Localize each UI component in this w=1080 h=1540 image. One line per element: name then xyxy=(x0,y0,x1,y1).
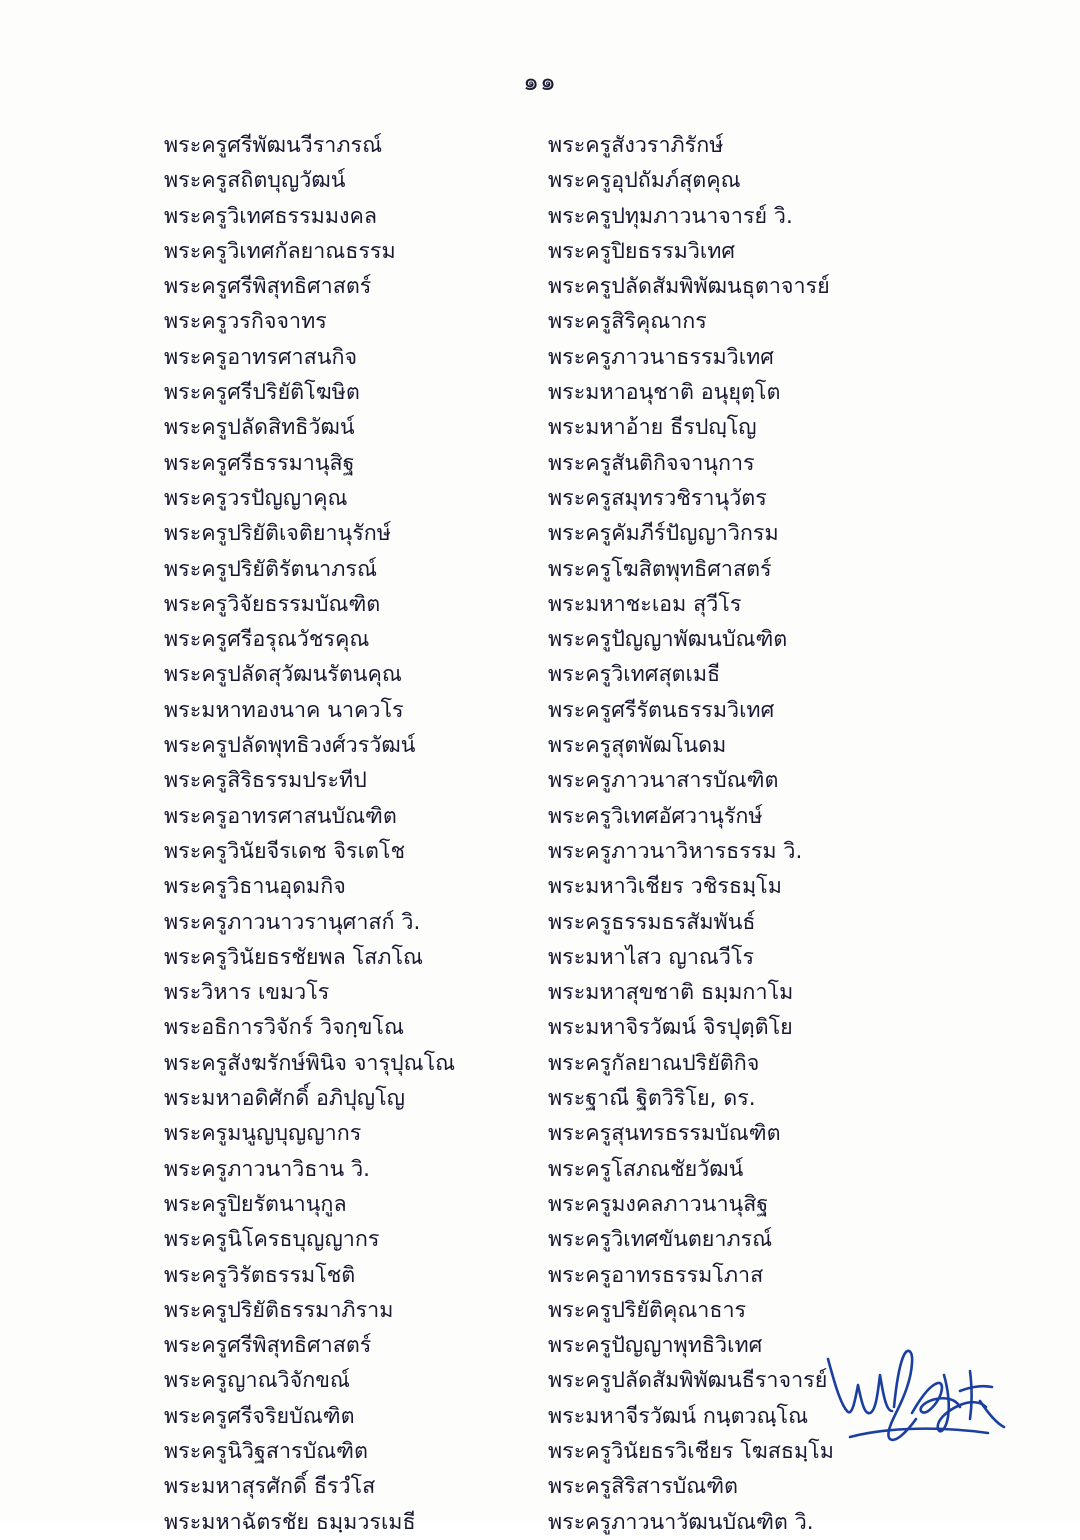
list-item: พระครูปลัดสัมพิพัฒนธุตาจารย์ xyxy=(548,274,830,300)
list-item: พระวิหาร เขมวโร xyxy=(164,980,330,1006)
list-item: พระครูวิเทศธรรมมงคล xyxy=(164,203,378,229)
list-item: พระครูวินัยธรชัยพล โสภโณ xyxy=(164,944,423,970)
list-item: พระมหาอนุชาติ อนุยุตฺโต xyxy=(548,380,781,406)
list-item: พระครูศรีพิสุทธิศาสตร์ xyxy=(164,1333,372,1359)
list-item: พระครูวิเทศขันตยาภรณ์ xyxy=(548,1227,773,1253)
list-item: พระมหาจิรวัฒน์ จิรปุตฺติโย xyxy=(548,1015,793,1041)
list-item: พระมหาจีรวัฒน์ กนฺตวณฺโณ xyxy=(548,1403,809,1429)
list-item: พระมหาสุรศักดิ์ ธีรวํโส xyxy=(164,1474,376,1500)
list-item: พระครูมงคลภาวนานุสิฐ xyxy=(548,1191,769,1217)
list-item: พระครูสิริสารบัณฑิต xyxy=(548,1474,739,1500)
list-item: พระครูสังฆรักษ์พินิจ จารุปุณโณ xyxy=(164,1050,456,1076)
list-item: พระครูสันติกิจจานุการ xyxy=(548,450,755,476)
list-item: พระมหาวิเชียร วชิรธมฺโม xyxy=(548,874,782,900)
list-item: พระครูปลัดพุทธิวงศ์วรวัฒน์ xyxy=(164,733,416,759)
list-item: พระครูวิเทศสุตเมธี xyxy=(548,662,721,688)
list-item: พระครูศรีธรรมานุสิฐ xyxy=(164,450,355,476)
list-item: พระครูศรีพัฒนวีราภรณ์ xyxy=(164,133,383,158)
list-item: พระครูปลัดสุวัฒนรัตนคุณ xyxy=(164,662,402,688)
list-item: พระครูภาวนาสารบัณฑิต xyxy=(548,768,779,794)
list-item: พระมหาไสว ญาณวีโร xyxy=(548,944,755,970)
list-item: พระครูสังวราภิรักษ์ xyxy=(548,133,724,158)
list-item: พระฐาณี ฐิตวิริโย, ดร. xyxy=(548,1086,756,1112)
list-item: พระครูปทุมภาวนาจารย์ วิ. xyxy=(548,203,793,229)
list-item: พระครูวินัยธรวิเชียร โฆสธมฺโม xyxy=(548,1438,834,1464)
list-item: พระครูปริยัติรัตนาภรณ์ xyxy=(164,556,377,582)
list-item: พระครูวรกิจจาทร xyxy=(164,309,327,335)
list-item: พระครูภาวนาวรานุศาสก์ วิ. xyxy=(164,909,421,935)
list-item: พระครูปริยัติคุณาธาร xyxy=(548,1297,747,1323)
list-item: พระครูสิริคุณากร xyxy=(548,309,707,335)
list-item: พระครูสุนทรธรรมบัณฑิต xyxy=(548,1121,781,1147)
list-item: พระครูภาวนาวิธาน วิ. xyxy=(164,1156,370,1182)
list-item: พระครูอาทรศาสนกิจ xyxy=(164,344,358,370)
list-item: พระครูภาวนาธรรมวิเทศ xyxy=(548,344,774,370)
list-item: พระครูวิเทศอัศวานุรักษ์ xyxy=(548,803,763,829)
list-item: พระครูปัญญาพัฒนบัณฑิต xyxy=(548,627,788,653)
list-item: พระมหาฉัตรชัย ธมฺมวรเมธี xyxy=(164,1509,416,1535)
list-item: พระครูปริยัติธรรมาภิราม xyxy=(164,1297,394,1323)
list-item: พระครูคัมภีร์ปัญญาวิกรม xyxy=(548,521,779,547)
list-item: พระครูศรีอรุณวัชรคุณ xyxy=(164,627,370,653)
list-item: พระครูสมุทรวชิรานุวัตร xyxy=(548,485,767,511)
list-item: พระครูวิรัตธรรมโชติ xyxy=(164,1262,356,1288)
list-item: พระครูวิเทศกัลยาณธรรม xyxy=(164,238,396,264)
name-list-columns xyxy=(0,128,1080,1540)
list-item: พระครูศรีปริยัติโฆษิต xyxy=(164,380,360,406)
list-item: พระครูวิจัยธรรมบัณฑิต xyxy=(164,591,381,617)
list-item: พระครูอุปถัมภ์สุตคุณ xyxy=(548,168,741,194)
list-item: พระครูมนูญบุญญากร xyxy=(164,1121,362,1147)
list-item: พระครูสถิตบุญวัฒน์ xyxy=(164,168,346,194)
list-item: พระครูศรีรัตนธรรมวิเทศ xyxy=(548,697,775,723)
list-item: พระครูปลัดสิทธิวัฒน์ xyxy=(164,415,355,441)
list-item: พระครูสิริธรรมประทีป xyxy=(164,768,367,794)
list-item: พระครูอาทรศาสนบัณฑิต xyxy=(164,803,397,829)
list-item: พระครูธรรมธรสัมพันธ์ xyxy=(548,909,756,935)
list-item: พระครูกัลยาณปริยัติกิจ xyxy=(548,1050,760,1076)
list-item: พระครูนิโครธบุญญากร xyxy=(164,1227,380,1253)
list-item: พระมหาชะเอม สุวีโร xyxy=(548,591,742,617)
list-item: พระครูภาวนาวัฒนบัณฑิต วิ. xyxy=(548,1509,814,1535)
list-item: พระครูปริยัติเจติยานุรักษ์ xyxy=(164,521,391,547)
list-item: พระมหาอดิศักดิ์ อภิปุญโญ xyxy=(164,1086,405,1112)
list-item: พระครูศรีพิสุทธิศาสตร์ xyxy=(164,274,372,300)
list-item: พระครูนิวิฐสารบัณฑิต xyxy=(164,1438,368,1464)
list-item: พระมหาอ้าย ธีรปญฺโญ xyxy=(548,415,757,441)
list-item: พระครูภาวนาวิหารธรรม วิ. xyxy=(548,838,803,864)
list-item: พระครูปลัดสัมพิพัฒนธีราจารย์ xyxy=(548,1368,828,1394)
list-item: พระครูปิยธรรมวิเทศ xyxy=(548,238,736,264)
list-item: พระครูอาทรธรรมโภาส xyxy=(548,1262,764,1288)
list-item: พระครูวินัยจีรเดช จิรเตโช xyxy=(164,838,406,864)
list-item: พระครูปิยรัตนานุกูล xyxy=(164,1191,347,1217)
name-list-left-column xyxy=(0,128,480,1540)
page-number: ๑๑ xyxy=(523,67,557,96)
list-item: พระมหาทองนาค นาควโร xyxy=(164,697,404,723)
list-item: พระครูโฆสิตพุทธิศาสตร์ xyxy=(548,556,772,582)
list-item: พระอธิการวิจักร์ วิจกฺขโณ xyxy=(164,1015,404,1041)
name-list-right-column xyxy=(480,128,1080,1540)
list-item: พระครูปัญญาพุทธิวิเทศ xyxy=(548,1333,763,1359)
list-item: พระครูศรีจริยบัณฑิต xyxy=(164,1403,355,1429)
list-item: พระครูญาณวิจักขณ์ xyxy=(164,1368,350,1394)
list-item: พระครูวิธานอุดมกิจ xyxy=(164,874,346,900)
list-item: พระครูวรปัญญาคุณ xyxy=(164,485,348,511)
list-item: พระครูโสภณชัยวัฒน์ xyxy=(548,1156,744,1182)
list-item: พระครูสุตพัฒโนดม xyxy=(548,733,727,759)
list-item: พระมหาสุขชาติ ธมฺมกาโม xyxy=(548,980,794,1006)
